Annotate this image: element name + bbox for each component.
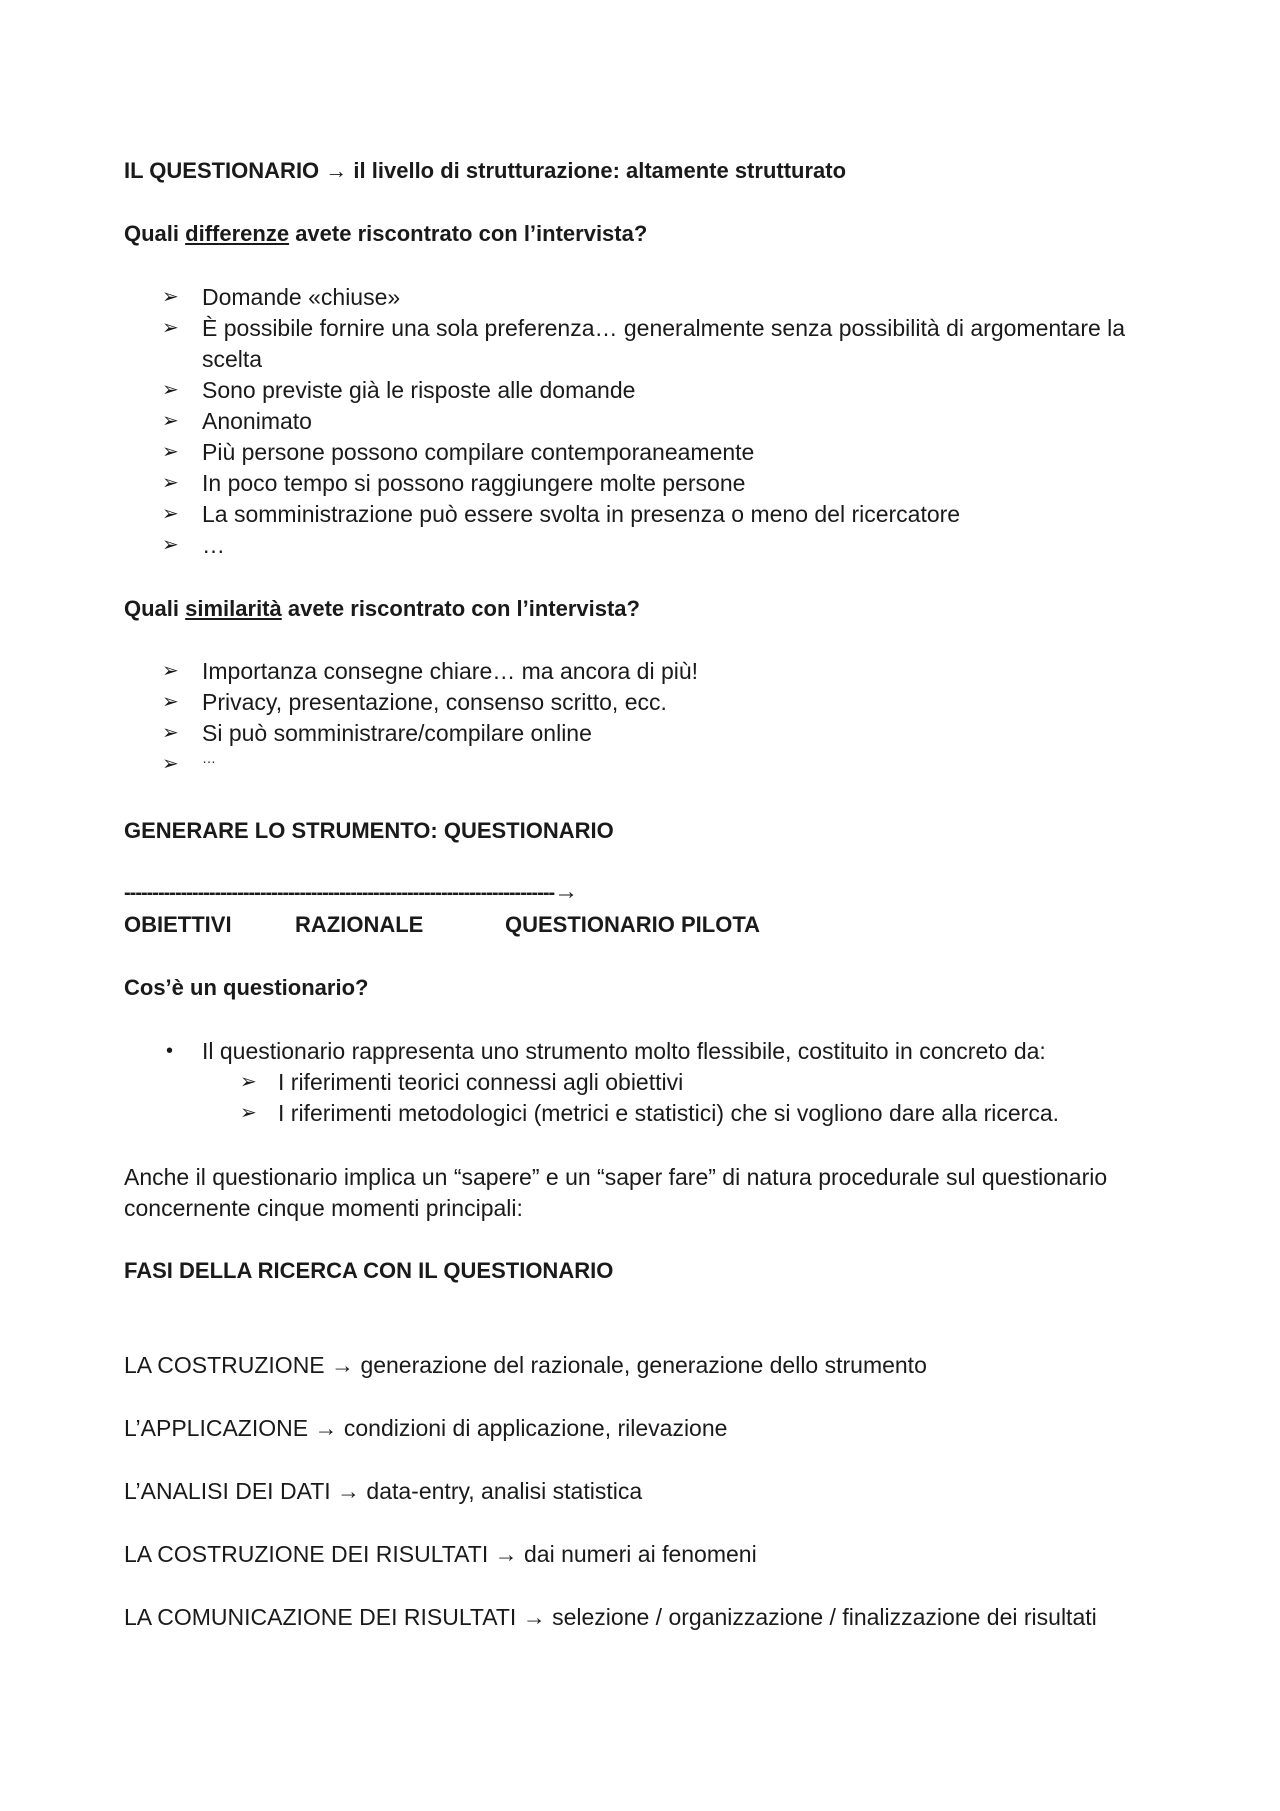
phase-row bbox=[124, 1539, 757, 1569]
arrow-icon: → bbox=[331, 1352, 355, 1378]
list-item-text: I riferimenti teorici connessi agli obiettivi bbox=[278, 1069, 684, 1095]
paragraph-line: concernente cinque momenti principali: bbox=[124, 1195, 523, 1221]
phase-name: LA COSTRUZIONE bbox=[124, 1352, 325, 1378]
question-what: Cos’è un questionario? bbox=[124, 975, 369, 1000]
list-item-text: Importanza consegne chiare… ma ancora di più! bbox=[202, 658, 699, 684]
arrow-icon: → bbox=[494, 1541, 518, 1567]
arrow-icon: → bbox=[337, 1478, 361, 1504]
flow-step-rationale: RAZIONALE bbox=[295, 912, 424, 937]
question-keyword: similarità bbox=[185, 596, 282, 621]
dot-bullet-icon: • bbox=[166, 1040, 174, 1062]
arrow-bullet-icon: ➢ bbox=[162, 410, 179, 432]
arrow-icon: → bbox=[325, 158, 348, 183]
arrow-icon: → bbox=[554, 878, 579, 905]
list-item-text: Il questionario rappresenta uno strumento molto flessibile, costituito in concreto da: bbox=[202, 1038, 1046, 1064]
list-item-text: Privacy, presentazione, consenso scritto, ecc. bbox=[202, 689, 667, 715]
phase-desc: generazione del razionale, generazione dello strumento bbox=[360, 1352, 927, 1378]
phase-row bbox=[124, 1602, 1097, 1632]
title-subtext: il livello di strutturazione: altamente strutturato bbox=[353, 158, 847, 183]
arrow-icon: → bbox=[522, 1604, 546, 1630]
section-title bbox=[124, 156, 846, 186]
list-item-text: In poco tempo si possono raggiungere molte persone bbox=[202, 470, 746, 496]
arrow-bullet-icon: ➢ bbox=[162, 534, 179, 556]
list-item-text: I riferimenti metodologici (metrici e statistici) che si vogliono dare alla ricerca. bbox=[278, 1100, 1060, 1126]
section-heading: GENERARE LO STRUMENTO: QUESTIONARIO bbox=[124, 818, 614, 843]
arrow-icon: → bbox=[314, 1415, 338, 1441]
phase-name: LA COSTRUZIONE DEI RISULTATI bbox=[124, 1541, 489, 1567]
list-item-text: … bbox=[202, 532, 225, 558]
arrow-bullet-icon: ➢ bbox=[162, 441, 179, 463]
phase-name: L’ANALISI DEI DATI bbox=[124, 1478, 331, 1504]
phase-desc: condizioni di applicazione, rilevazione bbox=[343, 1415, 728, 1441]
arrow-bullet-icon: ➢ bbox=[162, 753, 179, 775]
phase-row bbox=[124, 1350, 927, 1380]
list-item-text: È possibile fornire una sola preferenza… generalmente senza possibilità di argomentare la bbox=[202, 315, 1126, 341]
question-keyword: differenze bbox=[185, 221, 290, 246]
arrow-bullet-icon: ➢ bbox=[162, 722, 179, 744]
arrow-bullet-icon: ➢ bbox=[162, 660, 179, 682]
arrow-bullet-icon: ➢ bbox=[162, 379, 179, 401]
flow-line bbox=[124, 878, 578, 906]
phase-row bbox=[124, 1413, 727, 1443]
arrow-bullet-icon: ➢ bbox=[162, 503, 179, 525]
phase-row bbox=[124, 1476, 642, 1506]
list-item-text: Domande «chiuse» bbox=[202, 284, 401, 310]
question-prefix: Quali bbox=[124, 596, 180, 621]
list-item-text: Anonimato bbox=[202, 408, 312, 434]
flow-step-pilot: QUESTIONARIO PILOTA bbox=[505, 912, 761, 937]
list-item-text: Si può somministrare/compilare online bbox=[202, 720, 592, 746]
section-heading: FASI DELLA RICERCA CON IL QUESTIONARIO bbox=[124, 1258, 614, 1283]
dashed-line: ---------------------------------------------------------------------------- bbox=[124, 882, 555, 904]
list-item-text: … bbox=[202, 750, 216, 766]
question-differences bbox=[124, 219, 647, 249]
list-item-text: Più persone possono compilare contemporaneamente bbox=[202, 439, 755, 465]
list-item-text: scelta bbox=[202, 346, 263, 372]
arrow-bullet-icon: ➢ bbox=[240, 1071, 257, 1093]
question-suffix: avete riscontrato con l’intervista? bbox=[295, 221, 648, 246]
phase-desc: dai numeri ai fenomeni bbox=[524, 1541, 757, 1567]
arrow-bullet-icon: ➢ bbox=[240, 1102, 257, 1124]
flow-step-objectives: OBIETTIVI bbox=[124, 912, 232, 937]
phase-name: LA COMUNICAZIONE DEI RISULTATI bbox=[124, 1604, 517, 1630]
title-text: IL QUESTIONARIO bbox=[124, 158, 320, 183]
question-similarities bbox=[124, 594, 640, 624]
phase-desc: selezione / organizzazione / finalizzazione dei risultati bbox=[552, 1604, 1097, 1630]
arrow-bullet-icon: ➢ bbox=[162, 317, 179, 339]
question-prefix: Quali bbox=[124, 221, 180, 246]
list-item-text: La somministrazione può essere svolta in presenza o meno del ricercatore bbox=[202, 501, 961, 527]
phase-name: L’APPLICAZIONE bbox=[124, 1415, 309, 1441]
arrow-bullet-icon: ➢ bbox=[162, 472, 179, 494]
arrow-bullet-icon: ➢ bbox=[162, 691, 179, 713]
phase-desc: data-entry, analisi statistica bbox=[366, 1478, 643, 1504]
arrow-bullet-icon: ➢ bbox=[162, 286, 179, 308]
paragraph-line: Anche il questionario implica un “sapere” e un “saper fare” di natura procedurale sul questionario bbox=[124, 1164, 1108, 1190]
question-suffix: avete riscontrato con l’intervista? bbox=[287, 596, 640, 621]
list-item-text: Sono previste già le risposte alle domande bbox=[202, 377, 636, 403]
